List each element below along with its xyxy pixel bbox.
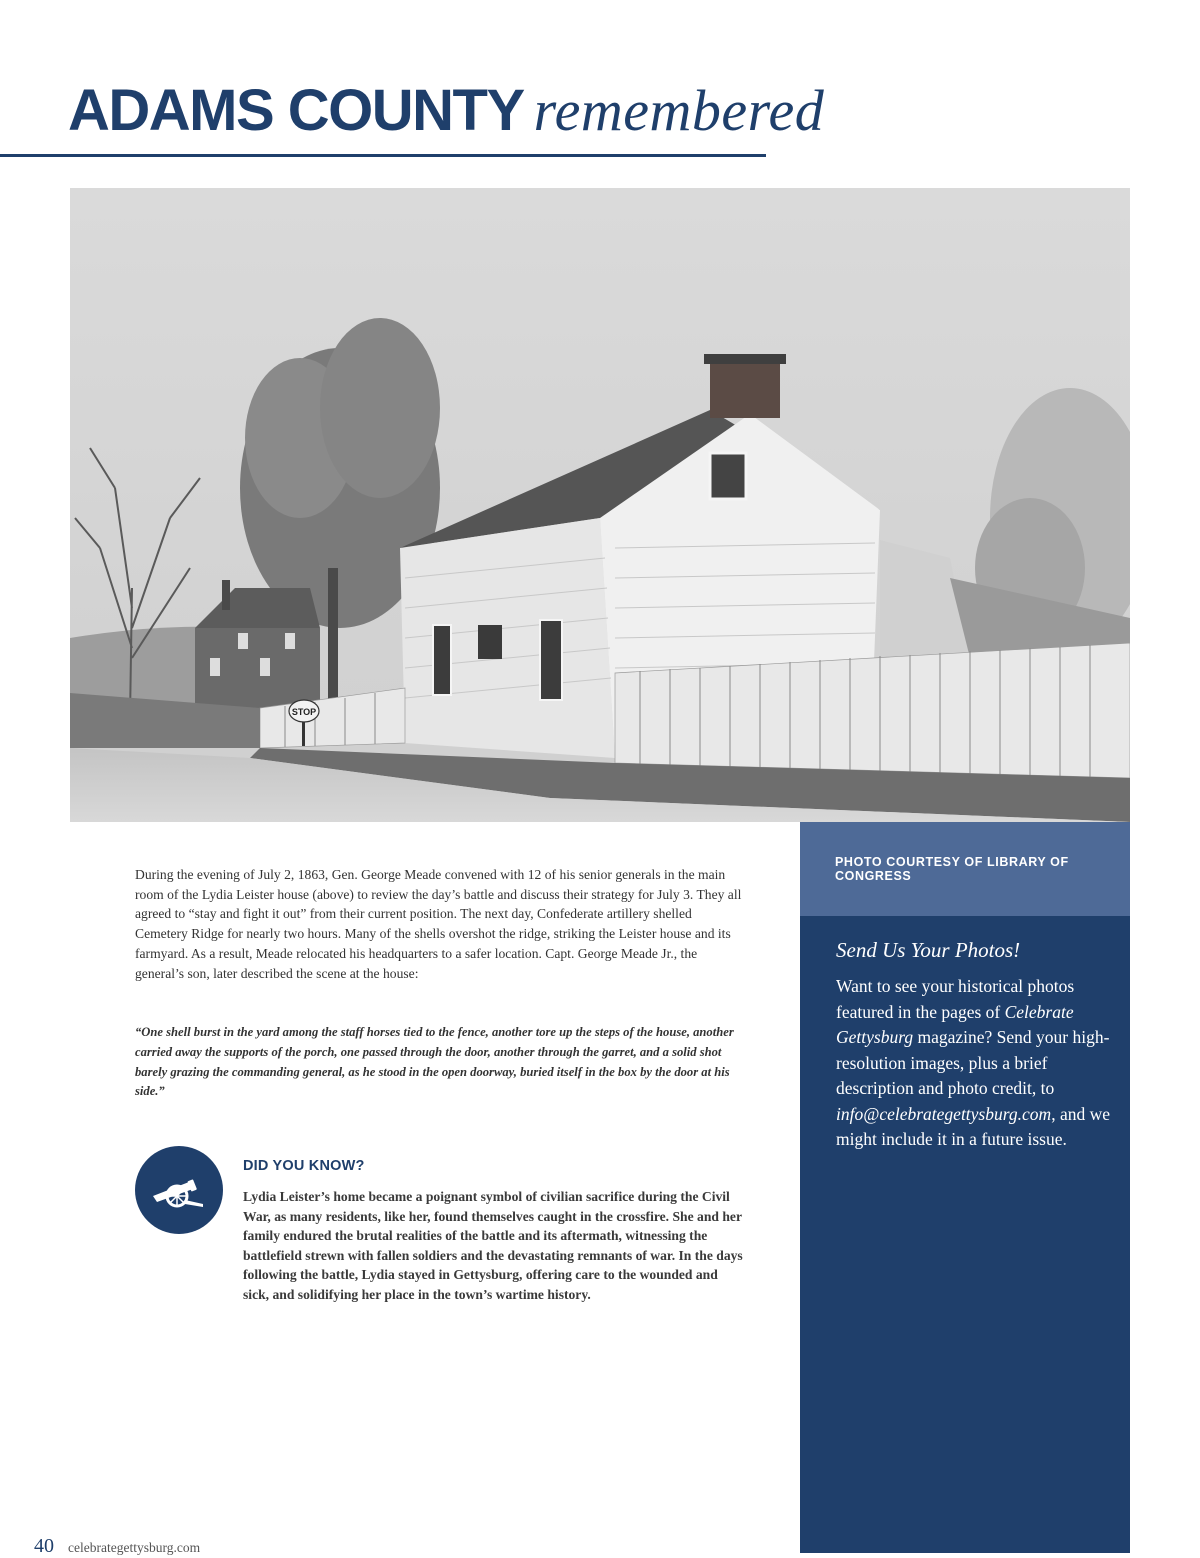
submit-photos-sidebar: [800, 916, 1130, 1553]
sidebar-title: Send Us Your Photos!: [836, 938, 1021, 962]
stop-sign-text: STOP: [291, 707, 317, 717]
sidebar-body: [836, 974, 1116, 1153]
sidebar-body-part1: Want to see your historical photos featured in the pages of: [836, 976, 1075, 1022]
did-you-know-body: Lydia Leister’s home became a poignant symbol of civilian sacrifice during the Civil War, as many residents, like her, found themselves caught in the crossfire. She and her family endured the brutal realities of the battle and its aftermath, witnessing the battlefield strewn with fallen soldiers and the devastating remnants of war. In the days following the battle, Lydia stayed in Gettysburg, offering care to the wounded and sick, and solidifying her place in the town’s wartime history.: [243, 1189, 743, 1302]
site-url[interactable]: celebrategettysburg.com: [68, 1540, 201, 1555]
did-you-know-heading: DID YOU KNOW?: [243, 1158, 365, 1174]
email-link[interactable]: info@celebrategettysburg.com: [836, 1103, 1052, 1124]
historical-photo: [70, 188, 1130, 822]
photo-credit: PHOTO COURTESY OF LIBRARY OF CONGRESS: [835, 855, 1069, 883]
page-footer: [34, 1535, 200, 1558]
photo-credit-box: [800, 822, 1130, 916]
page-number: 40: [34, 1535, 54, 1557]
page-title: [68, 78, 824, 144]
title-italic: remembered: [533, 78, 825, 143]
title-bold: ADAMS COUNTY: [68, 78, 524, 143]
sidebar-body-part3: , and we might include it in a future issue.: [836, 1103, 1110, 1149]
did-you-know-badge: [135, 1146, 223, 1234]
article-body: During the evening of July 2, 1863, Gen. George Meade convened with 12 of his senior generals in the main room of the Lydia Leister house (above) to review the day’s battle and discuss their strategy for July 3. They all agreed to “stay and fight it out” from their current position. The next day, Confederate artillery shelled Cemetery Ridge for nearly two hours. Many of the shells overshot the ridge, striking the Leister house and its farmyard. As a result, Meade relocated his headquarters to a safer location. Capt. George Meade Jr., the general’s son, later described the scene at the house:: [135, 867, 742, 981]
cannon-icon: [149, 1170, 209, 1210]
sidebar-body-part2: magazine? Send your high-resolution images, plus a brief description and photo credit, to: [836, 1027, 1110, 1098]
article-quote: “One shell burst in the yard among the staff horses tied to the fence, another tore up the steps of the house, another carried away the supports of the porch, one passed through the door, another through the garret, and a solid shot barely grazing the commanding general, as he stood in the open doorway, buried itself in the box by the door at his side.”: [135, 1025, 734, 1099]
magazine-name: Celebrate Gettysburg: [836, 1001, 1074, 1047]
photo-illustration: [70, 188, 1130, 822]
header-rule: [0, 154, 766, 157]
